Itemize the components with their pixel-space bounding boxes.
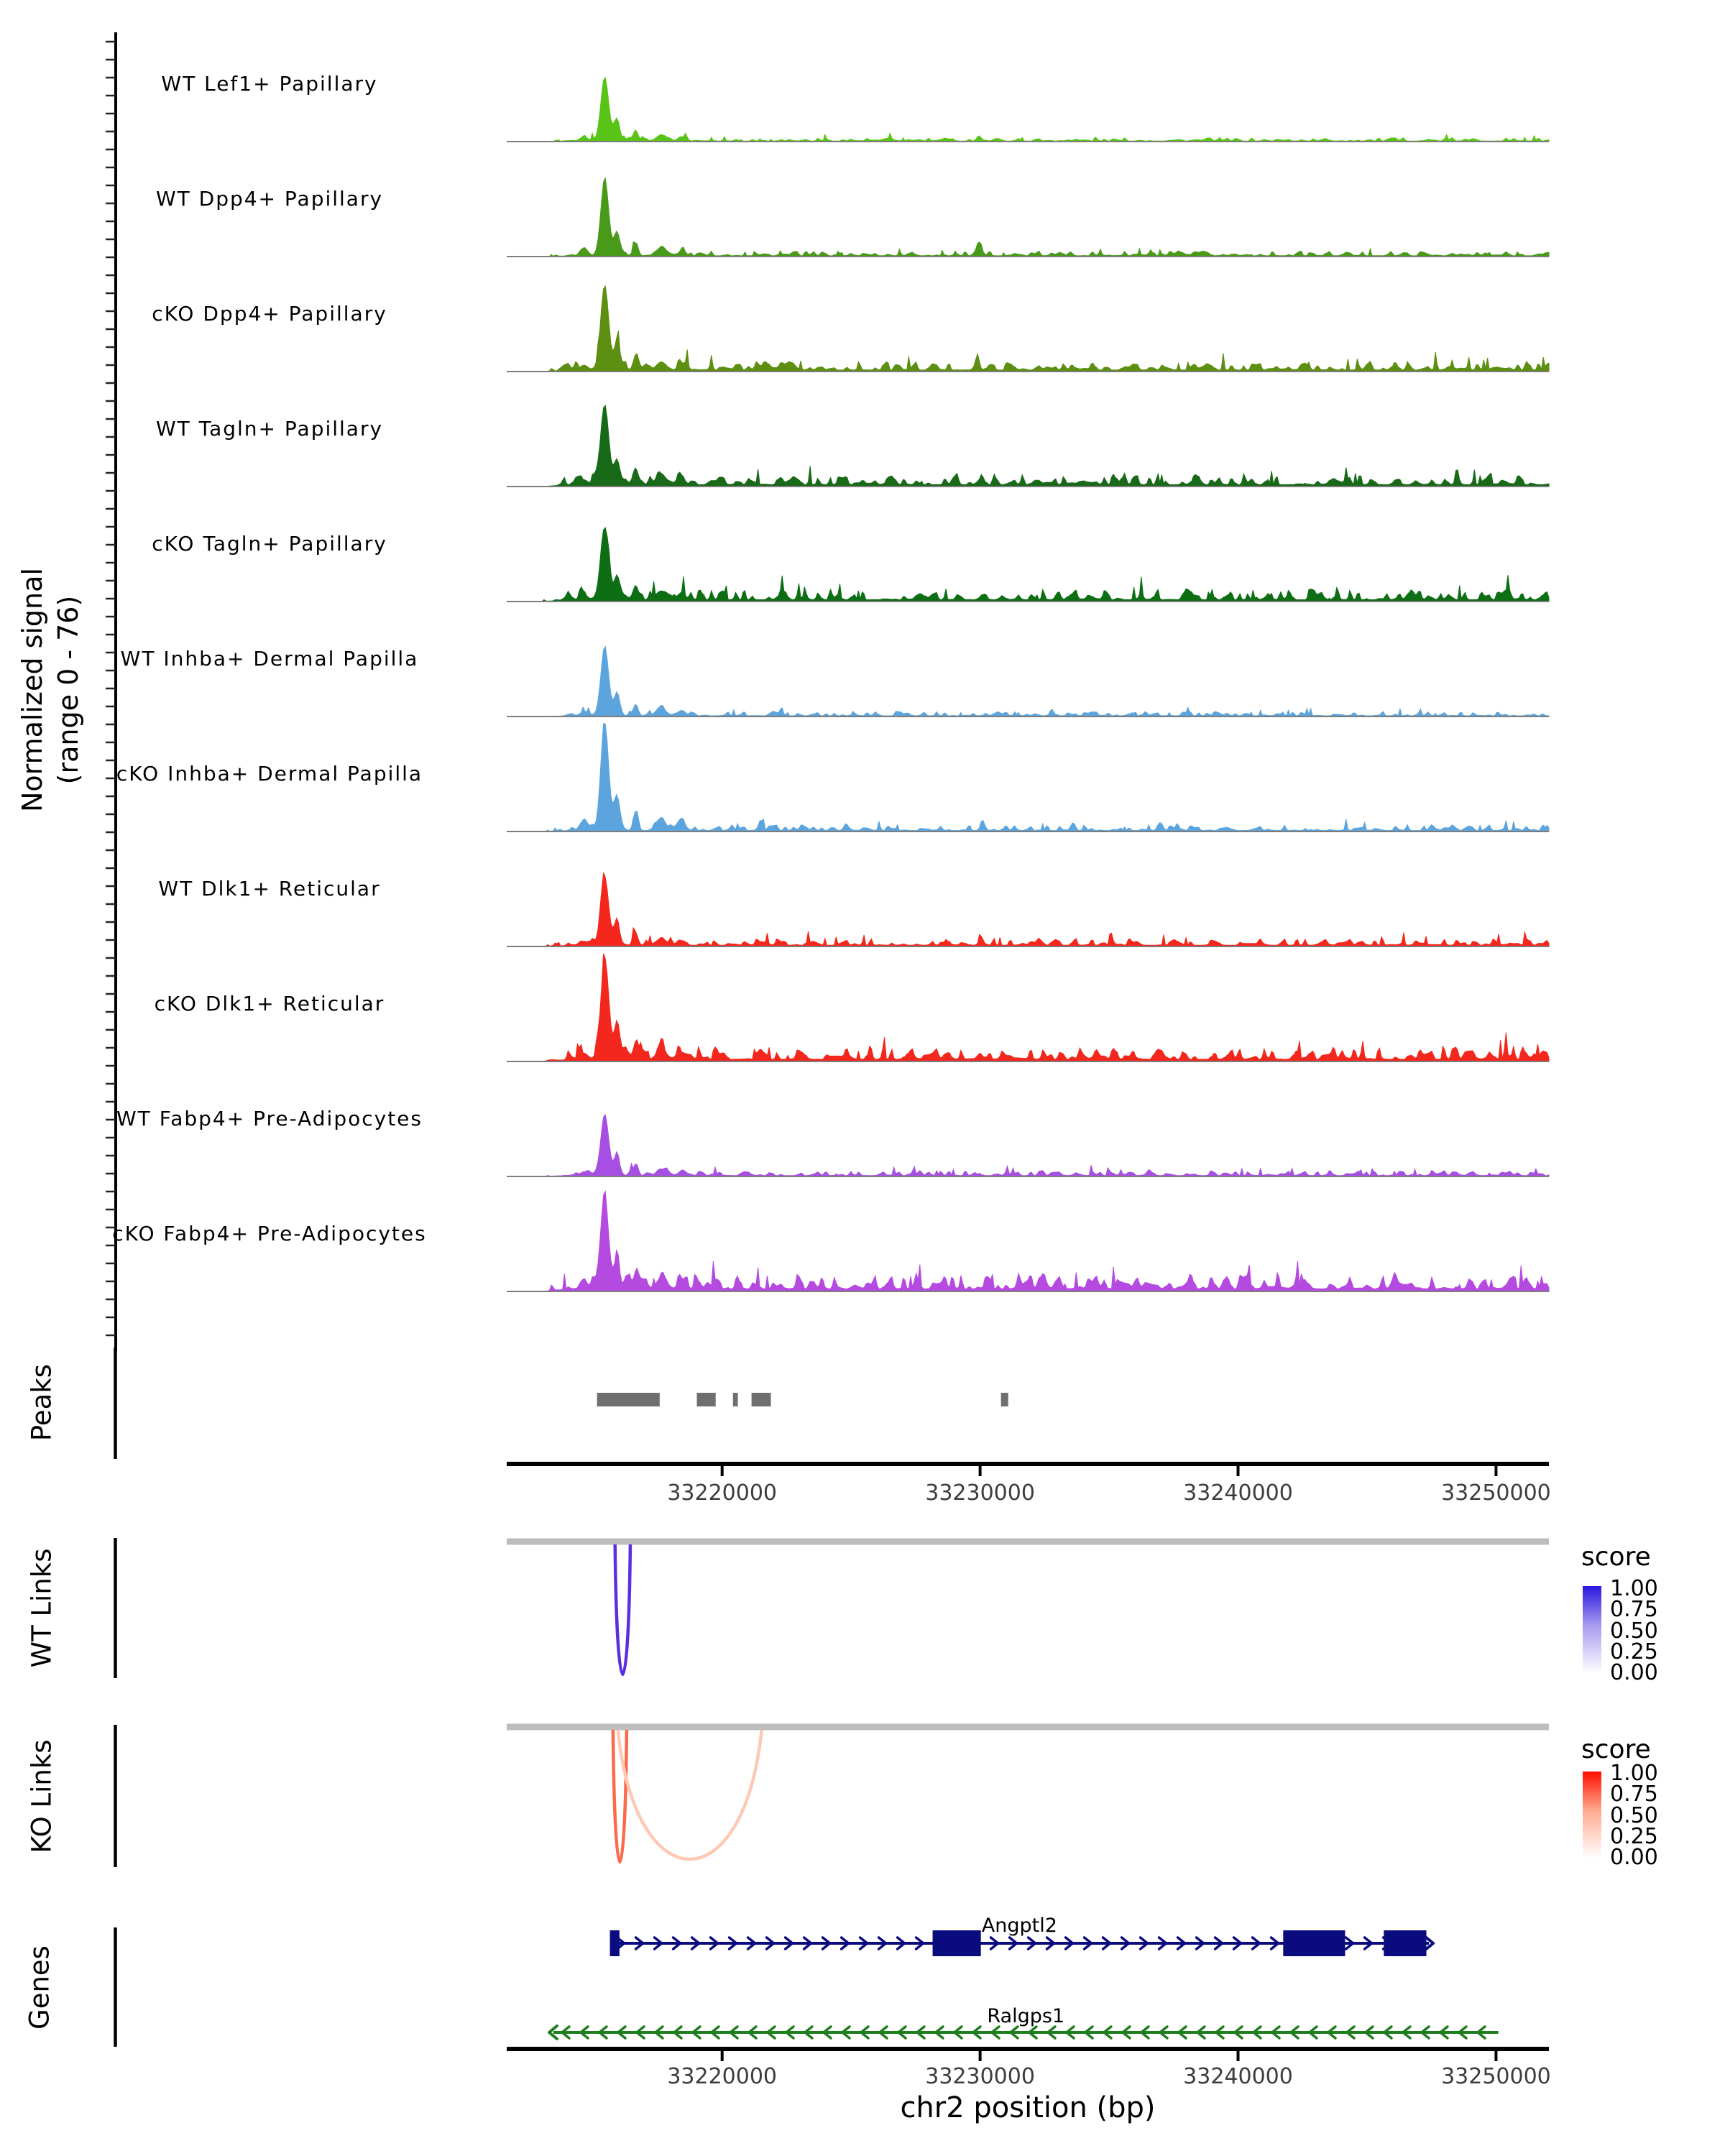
signal-area: [507, 954, 1549, 1061]
wt-score-legend-title: score: [1581, 1542, 1651, 1572]
track-label: cKO Inhba+ Dermal Papilla: [116, 762, 423, 786]
gene-name-label: Angptl2: [981, 1915, 1057, 1937]
signal-axis-label-line1: Normalized signal: [17, 568, 48, 812]
track-label: cKO Fabp4+ Pre-Adipocytes: [112, 1222, 427, 1245]
link-arc: [615, 1544, 630, 1674]
genomic-axis-tick-label: 33240000: [1183, 2064, 1293, 2089]
wt-score-legend-value: 1.00: [1610, 1576, 1658, 1601]
signal-area: [507, 78, 1549, 142]
genomic-axis-tick-label: 33240000: [1183, 1480, 1293, 1506]
ko-score-legend-value: 1.00: [1610, 1761, 1658, 1786]
peak-region-rect: [752, 1393, 771, 1406]
track-label: WT Dpp4+ Papillary: [155, 187, 384, 211]
peak-region-rect: [697, 1393, 716, 1406]
ko-score-legend-value: 0.50: [1610, 1802, 1658, 1828]
peak-region-rect: [1001, 1393, 1008, 1406]
genomic-axis-tick-label: 33250000: [1441, 1480, 1551, 1506]
wt-score-legend-value: 0.25: [1610, 1639, 1658, 1664]
ko-score-legend-value: 0.25: [1610, 1823, 1658, 1849]
ko-score-legend-value: 0.00: [1610, 1845, 1658, 1871]
genomic-axis-tick-label: 33250000: [1441, 2064, 1551, 2089]
genomic-axis-tick-label: 33220000: [667, 2064, 778, 2089]
genomic-axis-tick-label: 33230000: [925, 2064, 1035, 2089]
peak-region-rect: [733, 1393, 738, 1406]
x-axis-title: chr2 position (bp): [900, 2091, 1156, 2124]
wt-score-legend-value: 0.50: [1610, 1618, 1658, 1644]
gene-exon-rect: [610, 1930, 620, 1956]
track-label: cKO Dlk1+ Reticular: [154, 992, 385, 1015]
gene-name-label: Ralgps1: [987, 2005, 1065, 2027]
wt-score-legend-value: 0.00: [1610, 1660, 1658, 1686]
gene-exon-rect: [1283, 1930, 1345, 1956]
link-arc: [618, 1730, 762, 1859]
track-label: WT Tagln+ Papillary: [155, 417, 384, 441]
signal-area: [507, 405, 1549, 487]
signal-axis-label-line2: (range 0 - 76): [52, 595, 84, 785]
track-label: cKO Tagln+ Papillary: [152, 532, 387, 556]
genes-section-label: Genes: [24, 1945, 55, 2030]
ko-score-legend-gradient: [1583, 1772, 1601, 1858]
peaks-section-label: Peaks: [26, 1363, 58, 1442]
gene-exon-rect: [1384, 1930, 1426, 1956]
ko-links-section-label: KO Links: [26, 1739, 58, 1853]
signal-area: [507, 286, 1549, 372]
signal-area: [507, 872, 1549, 946]
ko-score-legend-title: score: [1581, 1735, 1651, 1764]
signal-area: [507, 178, 1549, 257]
genomic-axis-tick-label: 33230000: [925, 1480, 1035, 1506]
signal-axis-label: [14, 367, 93, 1013]
signal-area: [507, 528, 1549, 602]
genomic-axis-tick-label: 33220000: [667, 1480, 778, 1506]
wt-score-legend-gradient: [1583, 1586, 1601, 1673]
wt-score-legend-value: 0.75: [1610, 1597, 1658, 1623]
signal-area: [507, 1192, 1549, 1291]
ko-score-legend-value: 0.75: [1610, 1782, 1658, 1807]
signal-area: [507, 647, 1549, 717]
wt-links-section-label: WT Links: [26, 1548, 58, 1668]
track-label: cKO Dpp4+ Papillary: [152, 302, 387, 326]
track-label: WT Inhba+ Dermal Papilla: [120, 647, 419, 671]
track-label: WT Dlk1+ Reticular: [158, 877, 381, 900]
signal-area: [507, 724, 1549, 831]
track-label: WT Fabp4+ Pre-Adipocytes: [116, 1107, 423, 1130]
peak-region-rect: [597, 1393, 660, 1406]
signal-area: [507, 1115, 1549, 1176]
track-label: WT Lef1+ Papillary: [161, 72, 378, 96]
